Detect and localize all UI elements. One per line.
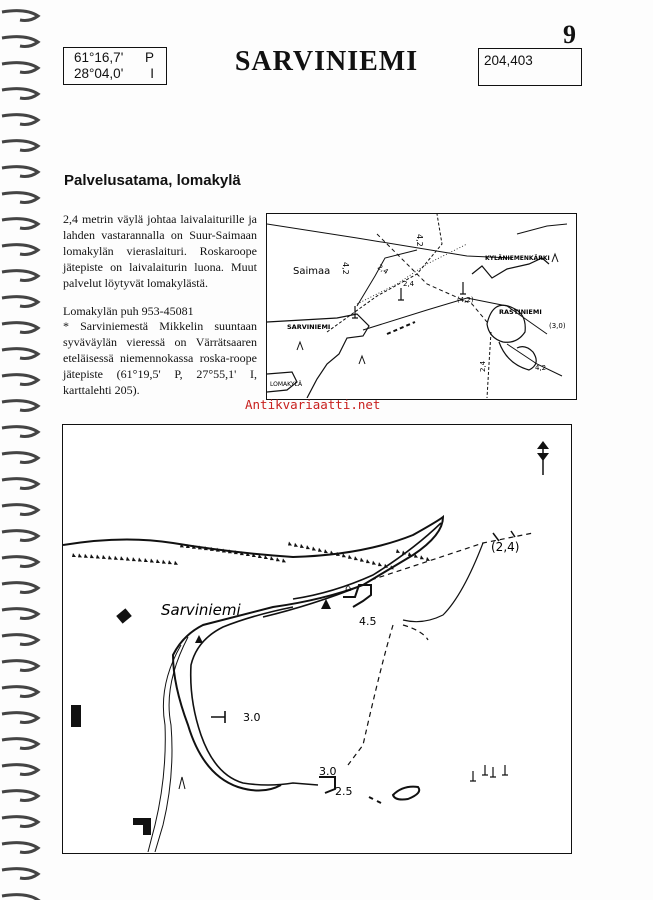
vegetation-mark (372, 561, 376, 565)
vegetation-mark (420, 555, 424, 559)
spiral-coil (2, 141, 38, 151)
spiral-coil (2, 297, 38, 307)
vegetation-mark (300, 544, 304, 548)
spiral-binding (0, 0, 44, 900)
inset-beacon-3 (398, 288, 404, 300)
inset-depth-7: (3,0) (549, 322, 566, 330)
inset-label-lomakyla: LOMAKYLÄ (270, 381, 303, 388)
vegetation-mark (162, 560, 166, 564)
inset-fairway-7 (487, 332, 491, 398)
building-1 (116, 608, 132, 623)
vegetation-mark (270, 556, 274, 560)
spiral-coil (2, 245, 38, 255)
vegetation-mark (156, 559, 160, 563)
inset-hill-2 (297, 342, 303, 350)
vegetation-mark (144, 558, 148, 562)
vegetation-mark (84, 554, 88, 558)
vegetation-mark (324, 549, 328, 553)
rock (393, 787, 419, 800)
shore-road (191, 607, 318, 785)
spiral-coil (2, 843, 38, 853)
spiral-coil (2, 791, 38, 801)
spiral-coil (2, 193, 38, 203)
west-road-2 (148, 645, 181, 852)
spiral-coil (2, 323, 38, 333)
inset-depth-6: (4,2) (457, 296, 474, 304)
vegetation-mark (282, 558, 286, 562)
shoal-marks (470, 765, 508, 781)
vegetation-mark (120, 556, 124, 560)
inset-rastiniemi-south (499, 342, 536, 370)
pier-2 (319, 777, 335, 793)
spiral-coil (2, 219, 38, 229)
latitude-dir: P (144, 50, 154, 65)
inset-fairway-2 (267, 224, 512, 258)
spiral-coil (2, 349, 38, 359)
vegetation-mark (96, 555, 100, 559)
building-2 (71, 705, 81, 727)
vegetation-mark (366, 559, 370, 563)
inset-label-kylaniemen: KYLÄNIEMENKÄRKI (485, 255, 550, 262)
inset-depth-5: 2,4 (479, 360, 487, 372)
inset-depth-2: 4,2 (341, 262, 350, 275)
vegetation-mark (102, 555, 106, 559)
vegetation-mark (312, 546, 316, 550)
vegetation-mark (288, 541, 292, 545)
spiral-coil (2, 531, 38, 541)
rock-dots (369, 797, 381, 803)
chart-code-box: 204,403 (478, 48, 582, 86)
inset-fairway-4 (357, 250, 417, 306)
harbour-map-drawing (63, 425, 570, 852)
inset-hill-1 (359, 356, 365, 364)
inset-depth-4: 2,4 (403, 280, 415, 288)
vegetation-mark (126, 557, 130, 561)
vegetation-mark (78, 553, 82, 557)
vegetation-mark (168, 560, 172, 564)
inset-label-sarviniemi: SARVINIEMI (287, 323, 331, 331)
vegetation-mark (354, 556, 358, 560)
spiral-coil (2, 89, 38, 99)
vegetation-mark (306, 545, 310, 549)
map-label-depth-45: 4.5 (359, 615, 377, 628)
vegetation-mark (396, 549, 400, 553)
spiral-coil (2, 557, 38, 567)
spiral-coil (2, 609, 38, 619)
inset-depth-8: 4,2 (535, 364, 547, 372)
section-subtitle: Palvelusatama, lomakylä (64, 172, 241, 189)
inset-depth-3: 2,4 (375, 263, 390, 277)
vegetation-mark (90, 554, 94, 558)
spiral-coil (2, 167, 38, 177)
vegetation-mark (294, 543, 298, 547)
spiral-coil (2, 817, 38, 827)
vegetation-mark (330, 550, 334, 554)
map-label-fairway: (2,4) (491, 540, 520, 554)
inset-depth-1: 4,2 (415, 234, 424, 247)
spiral-coil (2, 271, 38, 281)
vegetation-mark (348, 555, 352, 559)
inset-label-saimaa: Saimaa (293, 266, 331, 277)
inset-map (266, 213, 577, 400)
inset-beacon-2 (460, 282, 466, 294)
vegetation-mark (72, 553, 76, 557)
spiral-coil (2, 401, 38, 411)
vegetation-mark (138, 558, 142, 562)
map-label-depth-30-left: 3.0 (243, 711, 261, 724)
inset-map-drawing (267, 214, 575, 398)
longitude: 28°04,0' (74, 66, 124, 81)
vegetation-mark (360, 558, 364, 562)
spiral-coil (2, 453, 38, 463)
fairway-south-2 (348, 625, 393, 765)
spiral-coil (2, 583, 38, 593)
paragraph-1: 2,4 metrin väylä johtaa laivalaiturille ja lahden vastarannalla on Suur-Saimaan lomakylän vieraslaituri. Roskaroope jätepiste on laivalaiturin luona. Muut palvelut löytyvät lomakylästä. (63, 212, 257, 290)
pier-3 (211, 711, 225, 723)
harbour-map (62, 424, 572, 854)
map-label-depth-30-pier: 3.0 (319, 765, 337, 778)
west-road (155, 637, 188, 852)
page-title: SARVINIEMI (234, 46, 419, 77)
watermark-text: Antikvariaatti.net (245, 397, 381, 412)
spiral-coil (2, 11, 38, 21)
spiral-coil (2, 739, 38, 749)
longitude-dir: I (150, 66, 154, 81)
beacon-triangle-1 (195, 635, 203, 643)
spiral-coil (2, 115, 38, 125)
hill-mark (179, 777, 185, 789)
inset-dashed-path (387, 322, 415, 334)
spiral-coil (2, 505, 38, 515)
inset-hill-3 (552, 254, 558, 262)
north-arrow-icon (537, 441, 549, 475)
inset-label-rastiniemi: RASTINIEMI (499, 308, 542, 316)
inset-fairway-6 (363, 298, 547, 334)
vegetation-mark (378, 562, 382, 566)
spiral-coil (2, 713, 38, 723)
vegetation-mark (276, 557, 280, 561)
island-outline (63, 517, 443, 791)
latitude: 61°16,7' (74, 50, 124, 65)
vegetation-mark (318, 548, 322, 552)
spiral-coil (2, 661, 38, 671)
phone-line: Lomakylän puh 953-45081 (63, 303, 194, 318)
note-paragraph: * Sarviniemestä Mikkelin suuntaan syväväylän vieressä on Värrätsaaren eteläisessä niemennokassa roska-roope jätepiste (61°19,5' P, 27°55,1' I, karttalehti 205). (63, 319, 257, 398)
spiral-coil (2, 427, 38, 437)
spiral-coil (2, 687, 38, 697)
spiral-coil (2, 375, 38, 385)
spiral-coil (2, 635, 38, 645)
fairway-south-1 (403, 625, 428, 640)
spiral-coil (2, 869, 38, 879)
spiral-coil (2, 765, 38, 775)
spiral-coil (2, 479, 38, 489)
vegetation-mark (108, 555, 112, 559)
vegetation-mark (426, 557, 430, 561)
map-label-depth-25: 2.5 (335, 785, 353, 798)
vegetation-mark (132, 557, 136, 561)
inset-fairway-5 (517, 224, 567, 234)
map-harbor-icon: ⌂ (345, 583, 352, 594)
vegetation-mark (150, 559, 154, 563)
vegetation-mark (114, 556, 118, 560)
map-label-sarviniemi: Sarviniemi (161, 601, 241, 619)
page-number: 9 (563, 20, 576, 49)
vegetation-mark (174, 561, 178, 565)
inset-beacon-1 (352, 306, 358, 318)
building-3 (133, 818, 151, 835)
spiral-coil (2, 895, 38, 900)
description-text (63, 212, 257, 399)
vegetation-mark (408, 552, 412, 556)
